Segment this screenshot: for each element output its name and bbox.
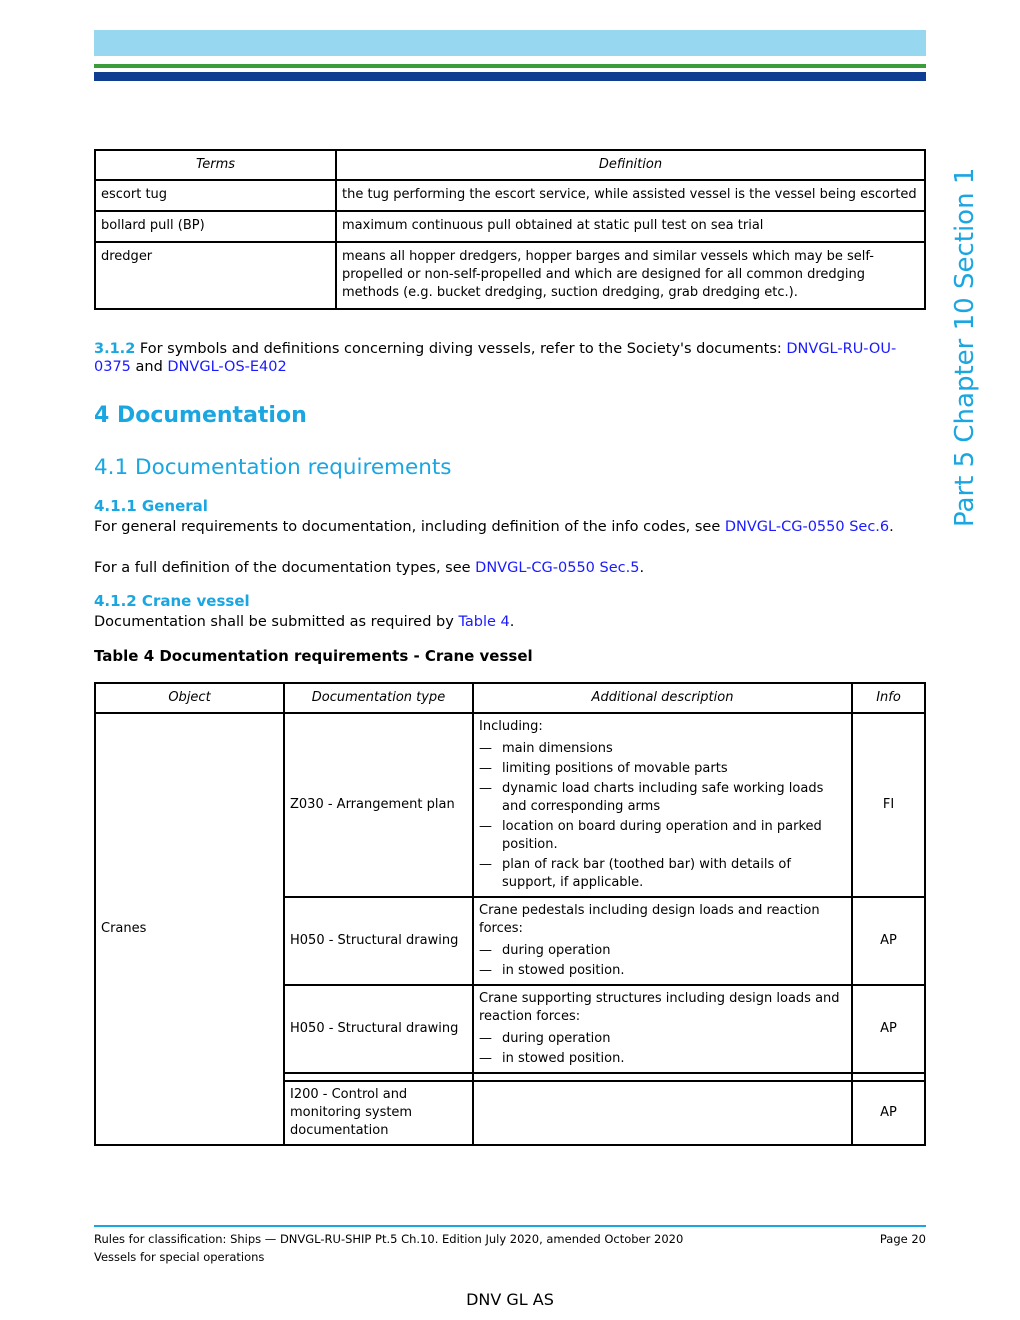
description-intro: Crane pedestals including design loads and reaction forces: [479, 903, 820, 936]
header-object: Object [95, 683, 284, 713]
empty-cell [473, 1073, 852, 1081]
link-dnvgl-cg-0550-sec6[interactable]: DNVGL-CG-0550 Sec.6 [724, 519, 890, 535]
header-terms: Terms [95, 150, 336, 180]
paragraph-general-1 [94, 518, 904, 536]
footer-rules-line: Rules for classification: Ships — DNVGL-RU-SHIP Pt.5 Ch.10. Edition July 2020, amended October 2020 [94, 1232, 684, 1246]
header-info: Info [852, 683, 925, 713]
list-item: — plan of rack bar (toothed bar) with details of support, if applicable. [479, 856, 846, 892]
description-cell [473, 897, 852, 985]
link-dnvgl-os-e402[interactable]: DNVGL-OS-E402 [167, 359, 287, 375]
object-cell: Cranes [95, 713, 284, 1145]
description-intro: Crane supporting structures including design loads and reaction forces: [479, 991, 840, 1024]
description-list [479, 942, 846, 980]
documentation-table [94, 682, 926, 1146]
description-intro: Including: [479, 719, 543, 734]
list-item: — main dimensions [479, 740, 846, 758]
definition-cell: the tug performing the escort service, while assisted vessel is the vessel being escorted [336, 180, 925, 211]
paragraph-text: For a full definition of the documentation types, see [94, 560, 476, 576]
info-cell: AP [852, 1081, 925, 1145]
empty-cell [852, 1073, 925, 1081]
paragraph-end: . [509, 614, 515, 630]
definition-cell: maximum continuous pull obtained at static pull test on sea trial [336, 211, 925, 242]
terms-table-header [95, 150, 925, 180]
doc-table-header [95, 683, 925, 713]
info-cell: FI [852, 713, 925, 897]
paragraph-text: Documentation shall be submitted as required by [94, 614, 459, 630]
empty-cell [284, 1073, 473, 1081]
company-name: DNV GL AS [466, 1290, 554, 1309]
paragraph-crane-vessel [94, 613, 904, 631]
paragraph-number: 3.1.2 [94, 341, 136, 357]
header-band-green [94, 64, 926, 68]
table-row [95, 211, 925, 242]
description-cell [473, 985, 852, 1073]
list-item: — during operation [479, 1030, 846, 1048]
page-number: Page 20 [879, 1232, 926, 1246]
heading-crane-vessel: 4.1.2 Crane vessel [94, 592, 250, 610]
paragraph-general-2 [94, 559, 904, 577]
header-band-light [94, 30, 926, 56]
header-documentation-type: Documentation type [284, 683, 473, 713]
paragraph-text: and [130, 359, 168, 375]
link-dnvgl-cg-0550-sec5[interactable]: DNVGL-CG-0550 Sec.5 [475, 560, 640, 576]
table-caption: Table 4 Documentation requirements - Crane vessel [94, 647, 533, 665]
table-row [95, 242, 925, 309]
table-row [95, 180, 925, 211]
paragraph-text: For symbols and definitions concerning diving vessels, refer to the Society's documents: [135, 341, 787, 357]
header-band-blue [94, 72, 926, 81]
footer-rule [94, 1225, 926, 1227]
terms-table [94, 149, 926, 310]
header-definition: Definition [336, 150, 925, 180]
heading-general: 4.1.1 General [94, 497, 208, 515]
definition-cell: means all hopper dredgers, hopper barges and similar vessels which may be self-propelled or non-self-propelled and which are designed for all common dredging methods (e.g. bucket dredging, suction dredging, grab dredging etc.). [336, 242, 925, 309]
header-additional-description: Additional description [473, 683, 852, 713]
info-cell: AP [852, 897, 925, 985]
paragraph-text: For general requirements to documentation, including definition of the info codes, see [94, 519, 725, 535]
footer-subtitle: Vessels for special operations [94, 1250, 265, 1264]
term-cell: escort tug [95, 180, 336, 211]
info-cell: AP [852, 985, 925, 1073]
doc-type-cell: I200 - Control and monitoring system documentation [284, 1081, 473, 1145]
description-cell [473, 713, 852, 897]
description-cell [473, 1081, 852, 1145]
table-row [95, 713, 925, 897]
term-cell: bollard pull (BP) [95, 211, 336, 242]
heading-documentation-requirements: 4.1 Documentation requirements [94, 455, 452, 480]
doc-type-cell: H050 - Structural drawing [284, 985, 473, 1073]
paragraph-3-1-2 [94, 340, 904, 376]
description-list [479, 740, 846, 892]
list-item: — in stowed position. [479, 1050, 846, 1068]
link-dnvgl-ru-ou-0375[interactable]: DNVGL-RU-OU-0375 [94, 341, 897, 375]
doc-type-cell: H050 - Structural drawing [284, 897, 473, 985]
paragraph-end: . [639, 560, 645, 576]
list-item: — location on board during operation and in parked position. [479, 818, 846, 854]
term-cell: dredger [95, 242, 336, 309]
doc-type-cell: Z030 - Arrangement plan [284, 713, 473, 897]
list-item: — in stowed position. [479, 962, 846, 980]
description-list [479, 1030, 846, 1068]
list-item: — during operation [479, 942, 846, 960]
heading-documentation: 4 Documentation [94, 403, 307, 428]
side-section-label: Part 5 Chapter 10 Section 1 [950, 167, 980, 527]
list-item: — dynamic load charts including safe working loads and corresponding arms [479, 780, 846, 816]
paragraph-end: . [889, 519, 894, 535]
link-table-4[interactable]: Table 4 [458, 614, 510, 630]
list-item: — limiting positions of movable parts [479, 760, 846, 778]
